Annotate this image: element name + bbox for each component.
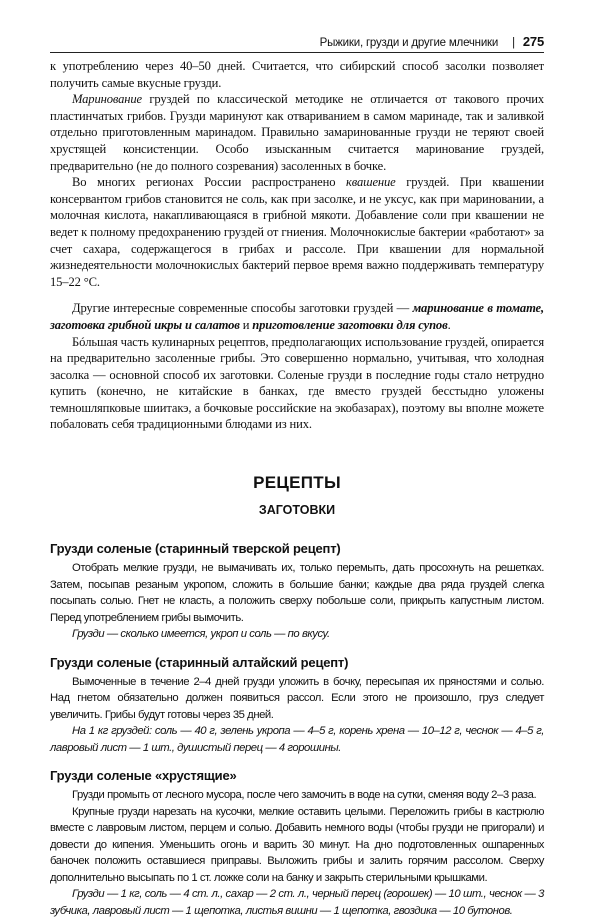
- other-methods-end: .: [447, 317, 451, 332]
- term-tomato-caviar: маринование в томате, заготовка грибной икры и салатов: [50, 301, 544, 332]
- recipe-step: Грузди промыть от лесного мусора, после чего замочить в воде на сутки, сменяя воду 2–3 раза.: [72, 789, 537, 802]
- subsection-title: ЗАГОТОВКИ: [258, 503, 336, 518]
- paragraph-fermenting-lead: Во многих регионах России распространено: [72, 175, 346, 190]
- chapter-title: Рыжики, грузди и другие млечники: [319, 37, 499, 49]
- term-marinating: Маринование: [72, 92, 142, 107]
- paragraph-other-methods: [50, 300, 544, 333]
- other-methods-lead: Другие интересные современные способы заготовки груздей —: [72, 301, 413, 316]
- recipe-crunchy: [50, 768, 544, 919]
- section-title: РЕЦЕПТЫ: [253, 473, 341, 493]
- paragraph-marinating: [50, 91, 544, 174]
- header-separator: |: [512, 37, 515, 49]
- recipe-title: Грузди соленые (старинный тверской рецепт): [50, 541, 341, 557]
- term-fermenting: квашение: [345, 175, 396, 190]
- recipe-tver: [50, 541, 544, 643]
- recipe-ingredients: Грузди — сколько имеется, укроп и соль — по вкусу.: [72, 628, 330, 641]
- recipe-title: Грузди соленые «хрустящие»: [50, 768, 237, 784]
- term-soup-prep: приготовление заготовки для супов: [252, 317, 448, 332]
- recipe-ingredients: На 1 кг груздей: соль — 40 г, зелень укропа — 4–5 г, корень хрена — 10–12 г, чеснок — 4–5 г, лавровый лист — 1 шт., душистый перец — 4 горошины.: [50, 725, 544, 754]
- recipe-step: Крупные грузди нарезать на кусочки, мелкие оставить целыми. Переложить грибы в кастрюлю вместе с лавровым листом, перцем и солью. Добавить немного воды (чтобы грузди не пригорали) и довести до кипения. Уменьшить огонь и варить 30 минут. На дно подготовленных ошпаренных баночек положить оставшиеся приправы. Выложить грибы и залить горячим рассолом. Сверху дополнительно высыпать по 1 ст. ложке соли на банку и закрыть стерильными крышками.: [50, 805, 544, 884]
- recipe-altai: [50, 655, 544, 757]
- paragraph-fermenting: [50, 174, 544, 290]
- paragraph-fermenting-text: груздей. При квашении консервантом грибов становится не соль, как при засолке, и не уксус, как при мариновании, а молочная кислота, накапливающаяся в грибной мякоти. Добавление соли при квашении не ведет к полному предохранению груздей от гниения. Молочнокислые бактерии «работают» за счет сахара, содержащегося в грибах и рассоле. При квашении для нормальной жизнедеятельности молочнокислых бактерий первое время важно поддерживать температуру 15–22 °С.: [50, 175, 545, 289]
- paragraph-continued: к употреблению через 40–50 дней. Считается, что сибирский способ засолки позволяет получить самые вкусные грузди.: [50, 59, 544, 90]
- page-number: 275: [522, 34, 544, 49]
- recipe-step: Вымоченные в течение 2–4 дней грузди уложить в бочку, пересыпая их пряностями и солью. Над гнетом обязательно должен появиться рассол. Если этого не произошло, груз следует увеличить. Грибы будут готовы через 35 дней.: [50, 675, 544, 721]
- book-page: [50, 34, 544, 919]
- running-header: [50, 34, 544, 53]
- recipe-title: Грузди соленые (старинный алтайский рецепт): [50, 654, 349, 670]
- recipe-step: Отобрать мелкие грузди, не вымачивать их, только перемыть, дать просохнуть на решетках. Затем, посыпав резаным укропом, сложить в большие банки; каждые два ряда груздей слегка посыпать солью. Гнет не класть, а положить сверху побольше соли, прикрыть капустным листом. Перед употреблением грибы вымочить.: [50, 562, 544, 624]
- paragraph-recipes-intro: Бóльшая часть кулинарных рецептов, предполагающих использование груздей, опирается на предварительно засоленные грибы. Это совершенно нормально, учитывая, что холодная засолка — основной способ их заготовки. Соленые грузди в последние годы стало нетрудно купить (конечно, не китайские в банках, где вместо груздей бесстыдно уложены темношляпковые шиитакэ, а бочковые российские на экобазарах), поэтому вы вполне можете побаловать себя традиционными блюдами из них.: [50, 334, 544, 432]
- recipe-ingredients: Грузди — 1 кг, соль — 4 ст. л., сахар — 2 ст. л., черный перец (горошек) — 10 шт., чеснок — 3 зубчика, лавровый лист — 1 щепотка, листья вишни — 1 щепотка, гвоздика — 10 бутонов.: [50, 888, 544, 917]
- paragraph-marinating-text: груздей по классической методике не отличается от такового прочих пластинчатых грибов. Грузди маринуют как отвариванием в самом маринаде, так и заливкой отдельно приготовленным маринадом. Правильно замаринованные грузди не теряют своей хрустящей консистенции. Особо изысканным считается маринование груздей, предварительно (не до полного созревания) засоленных в бочке.: [50, 92, 544, 173]
- other-methods-and: и: [239, 317, 253, 332]
